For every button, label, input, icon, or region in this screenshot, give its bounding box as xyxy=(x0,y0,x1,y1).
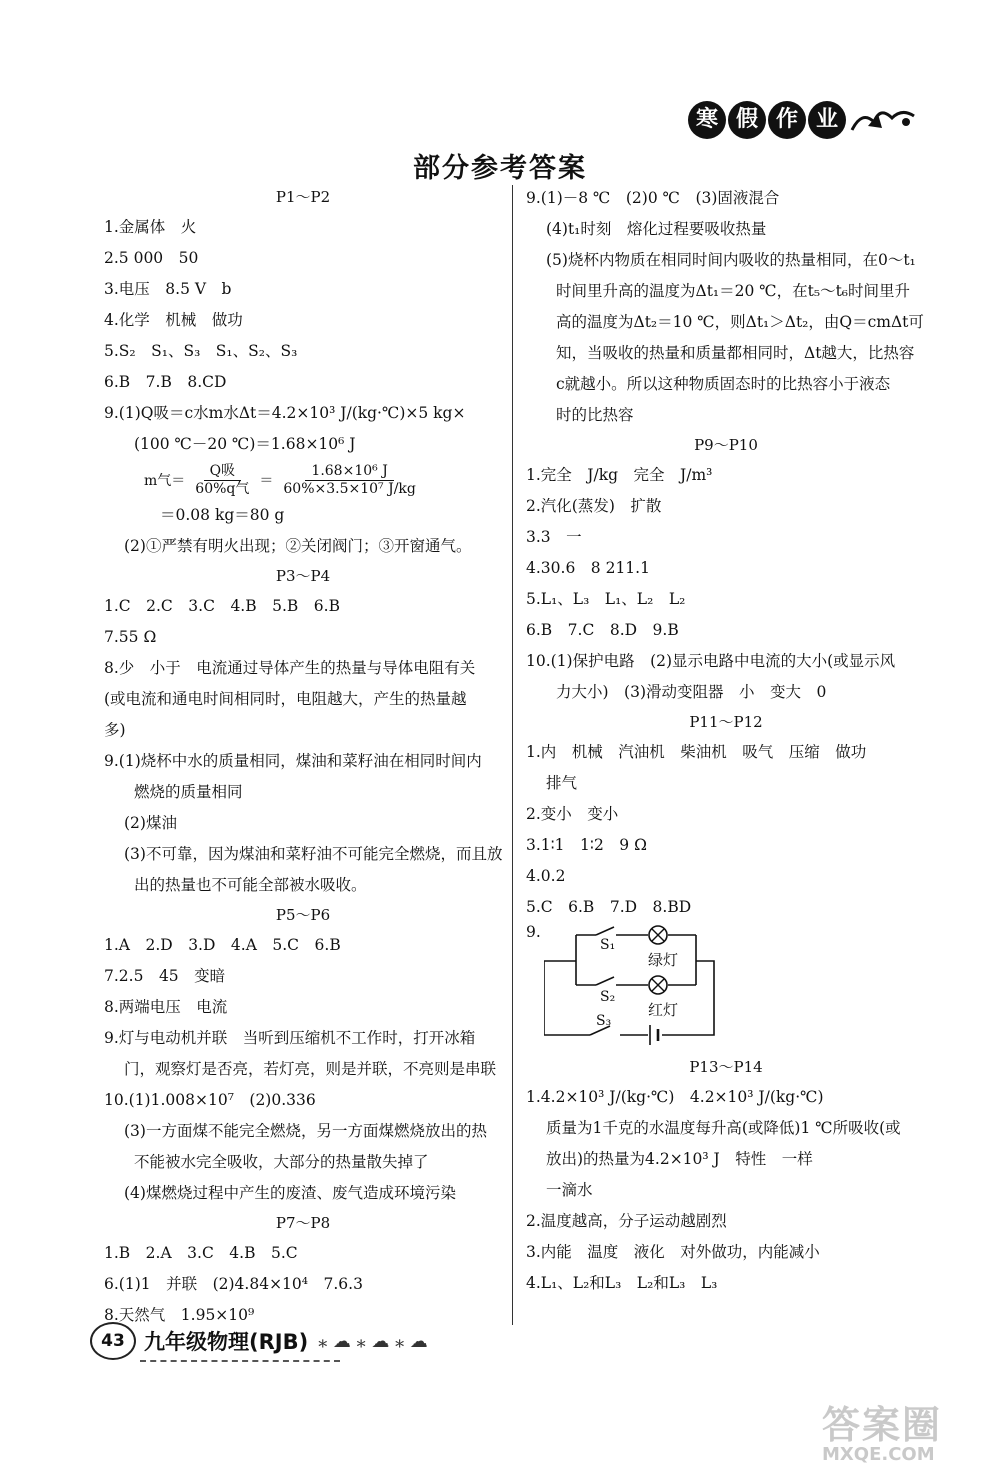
answer-line: 3.内能 温度 液化 对外做功，内能减小 xyxy=(526,1243,820,1261)
header-badge xyxy=(688,100,918,140)
section-heading: P11～P12 xyxy=(689,713,763,731)
answer-line: 1.4.2×10³ J/(kg·℃) 4.2×10³ J/(kg·℃) xyxy=(526,1088,824,1106)
answer-line: 高的温度为Δt₂＝10 ℃，则Δt₁＞Δt₂，由Q＝cmΔt可 xyxy=(556,313,924,331)
left-column xyxy=(104,183,502,1331)
answer-line: 4.L₁、L₂和L₃ L₂和L₃ L₃ xyxy=(526,1274,718,1292)
answer-line: (3)一方面煤不能完全燃烧，另一方面煤燃烧放出的热 xyxy=(124,1122,487,1140)
fraction-1-numerator: Q吸 xyxy=(204,463,241,481)
watermark-text: 答案圈 xyxy=(822,1403,943,1447)
answer-line: 4.化学 机械 做功 xyxy=(104,311,243,329)
answer-line: 1.完全 J/kg 完全 J/m³ xyxy=(526,466,713,484)
switch-s1-label: S₁ xyxy=(600,937,616,953)
fraction-2-denominator: 60%×3.5×10⁷ J/kg xyxy=(283,480,416,497)
fraction-equation xyxy=(104,460,502,500)
answer-line: 6.(1)1 并联 (2)4.84×10⁴ 7.6.3 xyxy=(104,1275,363,1293)
switch-s2-label: S₂ xyxy=(600,989,616,1005)
answer-line: 8.天然气 1.95×10⁹ xyxy=(104,1306,255,1324)
watermark-logo xyxy=(822,1405,992,1463)
answer-line: (2)煤油 xyxy=(124,814,177,832)
answer-line: 9.灯与电动机并联 当听到压缩机不工作时，打开冰箱 xyxy=(104,1029,476,1047)
answer-line: 8.少 小于 电流通过导体产生的热量与导体电阻有关 xyxy=(104,659,476,677)
right-column xyxy=(526,183,926,1299)
fraction-lhs: m气＝ xyxy=(144,473,186,489)
circuit-question-number: 9. xyxy=(526,923,541,941)
fraction-1-denominator: 60%q气 xyxy=(195,480,250,497)
answer-line: 7.2.5 45 变暗 xyxy=(104,967,226,985)
answer-line: 排气 xyxy=(546,774,578,792)
answer-line: (4)t₁时刻 熔化过程要吸收热量 xyxy=(546,220,767,238)
cloud-decoration-icon: ⁎ ☁ ⁎ ☁ ⁎ ☁ xyxy=(318,1330,428,1352)
answer-line: 6.B 7.B 8.CD xyxy=(104,373,227,391)
section-heading: P7～P8 xyxy=(275,1214,331,1232)
column-divider xyxy=(512,185,513,1325)
fraction-2-numerator: 1.68×10⁶ J xyxy=(305,463,393,481)
section-heading: P9～P10 xyxy=(694,436,758,454)
answer-line: 4.30.6 8 211.1 xyxy=(526,559,650,577)
answer-line: 10.(1)1.008×10⁷ (2)0.336 xyxy=(104,1091,316,1109)
answer-line: 6.B 7.C 8.D 9.B xyxy=(526,621,679,639)
answer-line: 9.(1)Q吸＝c水m水Δt＝4.2×10³ J/(kg·℃)×5 kg× xyxy=(104,404,466,422)
answer-line: (3)不可靠，因为煤油和菜籽油不可能完全燃烧，而且放 xyxy=(124,845,503,863)
answer-line: 3.3 一 xyxy=(526,528,582,546)
book-title: 九年级物理(RJB) xyxy=(144,1330,309,1354)
answer-line: 5.S₂ S₁、S₃ S₁、S₂、S₃ xyxy=(104,342,298,360)
answer-line: (5)烧杯内物质在相同时间内吸收的热量相同，在0～t₁ xyxy=(546,251,916,269)
section-heading: P3～P4 xyxy=(275,567,331,585)
answer-line: 不能被水完全吸收，大部分的热量散失掉了 xyxy=(134,1153,429,1171)
answer-line: (4)煤燃烧过程中产生的废渣、废气造成环境污染 xyxy=(124,1184,456,1202)
answer-line: 时的比热容 xyxy=(556,406,634,424)
answer-line: 3.1∶1 1∶2 9 Ω xyxy=(526,836,647,854)
bird-decoration-icon xyxy=(848,100,918,140)
answer-line: 一滴水 xyxy=(546,1181,593,1199)
answer-line: 4.0.2 xyxy=(526,867,566,885)
answer-line: 门，观察灯是否亮，若灯亮，则是并联，不亮则是串联 xyxy=(124,1060,497,1078)
answer-line: 3.电压 8.5 V b xyxy=(104,280,232,298)
green-lamp-label: 绿灯 xyxy=(648,951,679,969)
answer-line: 多) xyxy=(104,721,126,739)
answer-line: (100 ℃－20 ℃)＝1.68×10⁶ J xyxy=(134,435,356,453)
badge-char-1: 寒 xyxy=(688,101,726,139)
answer-line: 2.变小 变小 xyxy=(526,805,619,823)
fraction-2 xyxy=(277,463,422,498)
answer-line: ＝0.08 kg＝80 g xyxy=(160,506,285,524)
fraction-equals: ＝ xyxy=(259,473,274,489)
circuit-wires xyxy=(544,923,744,1053)
fraction-1 xyxy=(189,463,255,498)
answer-line: 放出)的热量为4.2×10³ J 特性 一样 xyxy=(546,1150,813,1168)
answer-line: c就越小。所以这种物质固态时的比热容小于液态 xyxy=(556,375,891,393)
badge-char-3: 作 xyxy=(768,101,806,139)
answer-line: 燃烧的质量相同 xyxy=(134,783,243,801)
answer-line: (或电流和通电时间相同时，电阻越大，产生的热量越 xyxy=(104,690,467,708)
badge-char-2: 假 xyxy=(728,101,766,139)
section-heading: P5～P6 xyxy=(275,906,331,924)
answer-line: (2)①严禁有明火出现；②关闭阀门；③开窗通气。 xyxy=(124,537,472,555)
answer-line: 1.A 2.D 3.D 4.A 5.C 6.B xyxy=(104,936,341,954)
answer-line: 9.(1)烧杯中水的质量相同，煤油和菜籽油在相同时间内 xyxy=(104,752,482,770)
answer-line: 2.5 000 50 xyxy=(104,249,199,267)
answer-line: 知，当吸收的热量和质量都相同时，Δt越大，比热容 xyxy=(556,344,915,362)
answer-line: 1.内 机械 汽油机 柴油机 吸气 压缩 做功 xyxy=(526,743,867,761)
answer-line: 9.(1)－8 ℃ (2)0 ℃ (3)固液混合 xyxy=(526,189,780,207)
answer-line: 出的热量也不可能全部被水吸收。 xyxy=(134,876,367,894)
answer-line: 力大小) (3)滑动变阻器 小 变大 0 xyxy=(556,683,827,701)
badge-char-4: 业 xyxy=(808,101,846,139)
answer-line: 质量为1千克的水温度每升高(或降低)1 ℃所吸收(或 xyxy=(546,1119,901,1137)
answer-line: 8.两端电压 电流 xyxy=(104,998,228,1016)
watermark-url: MXQE.COM xyxy=(822,1444,935,1465)
answer-line: 5.C 6.B 7.D 8.BD xyxy=(526,898,692,916)
answer-line: 7.55 Ω xyxy=(104,628,157,646)
page-footer xyxy=(90,1322,428,1360)
answer-line: 2.汽化(蒸发) 扩散 xyxy=(526,497,662,515)
answer-line: 5.L₁、L₃ L₁、L₂ L₂ xyxy=(526,590,686,608)
switch-s3-label: S₃ xyxy=(596,1013,612,1029)
circuit-diagram xyxy=(526,923,926,1053)
answer-line: 1.金属体 火 xyxy=(104,218,197,236)
answer-line: 10.(1)保护电路 (2)显示电路中电流的大小(或显示风 xyxy=(526,652,896,670)
answer-line: 时间里升高的温度为Δt₁＝20 ℃，在t₅～t₆时间里升 xyxy=(556,282,911,300)
answer-line: 1.B 2.A 3.C 4.B 5.C xyxy=(104,1244,298,1262)
answer-line: 2.温度越高，分子运动越剧烈 xyxy=(526,1212,727,1230)
red-lamp-label: 红灯 xyxy=(648,1001,679,1019)
page-number: 43 xyxy=(90,1322,136,1360)
answer-line: 1.C 2.C 3.C 4.B 5.B 6.B xyxy=(104,597,340,615)
page-title: 部分参考答案 xyxy=(413,153,587,184)
footer-dashed-rule xyxy=(140,1360,340,1362)
section-heading: P1～P2 xyxy=(275,188,331,206)
section-heading: P13～P14 xyxy=(689,1058,763,1076)
